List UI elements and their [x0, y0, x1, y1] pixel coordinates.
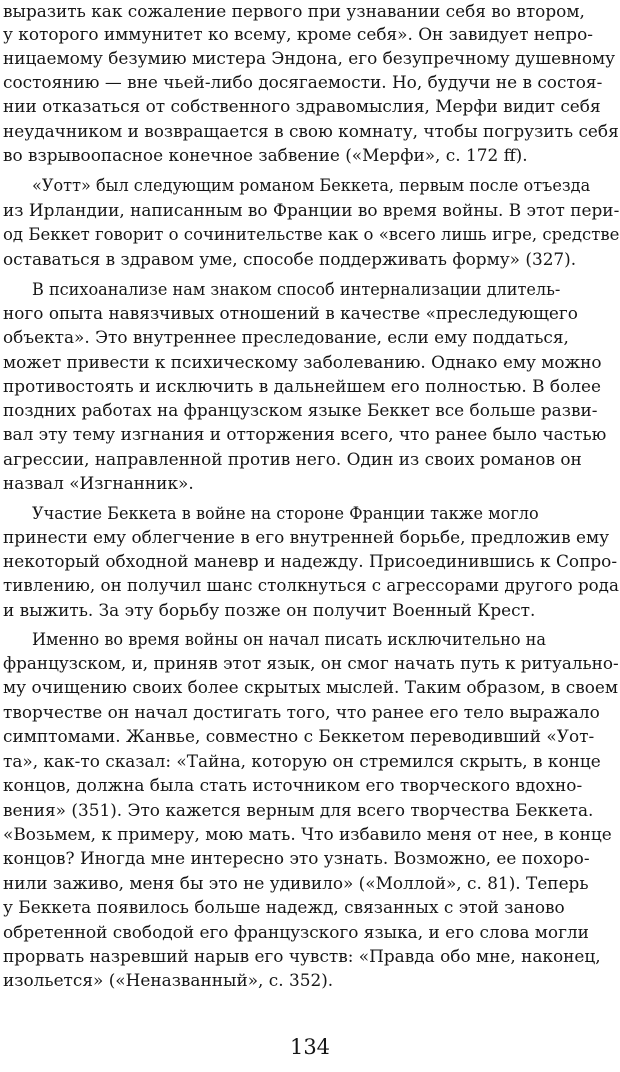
- text-line: нии отказаться от собственного здравомыслия, Мерфи видит себя: [3, 97, 601, 117]
- text-line: агрессии, направленной против него. Один из своих романов он: [3, 450, 582, 470]
- text-line: Участие Беккета в войне на стороне Франции также могло: [32, 504, 539, 524]
- text-line: концов? Иногда мне интересно это узнать. Возможно, ее похоро-: [3, 849, 590, 869]
- text-line: нили заживо, меня бы это не удивило» («Моллой», с. 81). Теперь: [3, 874, 589, 894]
- text-line: назвал «Изгнанник».: [3, 474, 194, 494]
- page-number: 134: [289, 1035, 331, 1059]
- text-line: В психоанализе нам знаком способ интернализации длитель-: [32, 280, 561, 300]
- text-line: противостоять и исключить в дальнейшем его полностью. В более: [3, 377, 601, 397]
- text-line: у которого иммунитет ко всему, кроме себя». Он завидует непро-: [3, 25, 593, 45]
- text-line: может привести к психическому заболеванию. Однако ему можно: [3, 353, 602, 373]
- text-line: од Беккет говорит о сочинительстве как о «всего лишь игре, средстве: [3, 225, 620, 245]
- text-line: некоторый обходной маневр и надежду. Присоединившись к Сопро-: [3, 552, 618, 572]
- text-line: французском, и, приняв этот язык, он смог начать путь к ритуально-: [3, 654, 619, 674]
- text-line: му очищению своих более скрытых мыслей. Таким образом, в своем: [3, 678, 619, 698]
- text-line: творчестве он начал достигать того, что ранее его тело выражало: [3, 703, 600, 723]
- text-line: обретенной свободой его французского языка, и его слова могли: [3, 923, 589, 943]
- text-line: вал эту тему изгнания и отторжения всего, что ранее было частью: [3, 425, 607, 445]
- text-line: оставаться в здравом уме, способе поддерживать форму» (327).: [3, 250, 577, 270]
- text-line: изольется» («Неназванный», с. 352).: [3, 971, 334, 991]
- text-line: вения» (351). Это кажется верным для всего творчества Беккета.: [3, 801, 594, 821]
- text-line: принести ему облегчение в его внутренней борьбе, предложив ему: [3, 528, 610, 548]
- text-line: ного опыта навязчивых отношений в качестве «преследующего: [3, 304, 578, 324]
- text-line: у Беккета появилось больше надежд, связанных с этой заново: [3, 898, 565, 918]
- text-line: тивлению, он получил шанс столкнуться с агрессорами другого рода: [3, 576, 619, 596]
- text-line: неудачником и возвращается в свою комнату, чтобы погрузить себя: [3, 122, 619, 142]
- text-line: объекта». Это внутреннее преследование, если ему поддаться,: [3, 328, 569, 348]
- text-line: Именно во время войны он начал писать исключительно на: [32, 630, 546, 650]
- text-line: и выжить. За эту борьбу позже он получит Военный Крест.: [3, 601, 536, 621]
- text-line: из Ирландии, написанным во Франции во время войны. В этот пери-: [3, 201, 620, 221]
- text-line: во взрывоопасное конечное забвение («Мерфи», с. 172 ff).: [3, 146, 528, 166]
- text-line: прорвать назревший нарыв его чувств: «Правда обо мне, наконец,: [3, 947, 601, 967]
- text-line: та», как-то сказал: «Тайна, которую он стремился скрыть, в конце: [3, 752, 601, 772]
- text-line: «Уотт» был следующим романом Беккета, первым после отъезда: [32, 176, 591, 196]
- text-line: «Возьмем, к примеру, мою мать. Что избавило меня от нее, в конце: [3, 825, 612, 845]
- text-line: ницаемому безумию мистера Эндона, его безупречному душевному: [3, 49, 616, 69]
- text-line: поздних работах на французском языке Беккет все больше разви-: [3, 401, 598, 421]
- text-line: концов, должна была стать источником его творческого вдохно-: [3, 776, 583, 796]
- text-line: симптомами. Жанвье, совместно с Беккетом переводивший «Уот-: [3, 727, 595, 747]
- text-line: состоянию — вне чьей-либо досягаемости. Но, будучи не в состоя-: [3, 73, 603, 93]
- text-line: выразить как сожаление первого при узнавании себя во втором,: [3, 2, 585, 22]
